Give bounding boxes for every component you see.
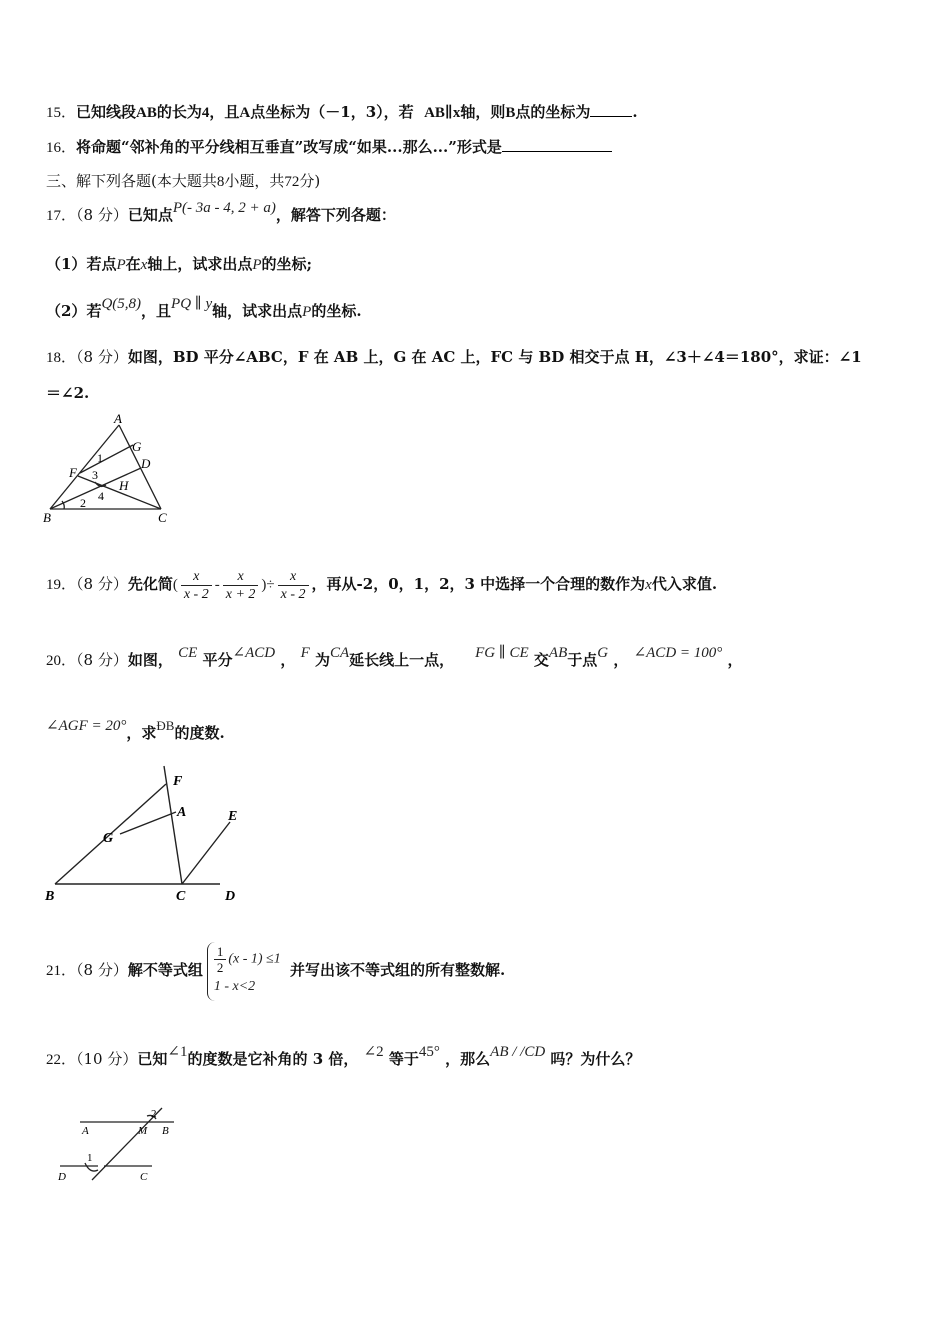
angle-2-label: 2 (80, 496, 86, 510)
fraction-1: $\frac{x}{x - 2}$ (181, 568, 212, 603)
label-b: B (45, 889, 55, 904)
angle-1-label: 1 (87, 1152, 93, 1164)
angle-1-label: 1 (97, 451, 103, 465)
question-20: 20．（8 分）如图， CE 平分∠ACD ， F 为CA延长线上一点， FG ∥ CE 交AB于点G ， ∠ACD = 100° ， (46, 645, 743, 669)
label-g: G (103, 831, 114, 846)
question-15: 15．已知线段AB的长为4，且A点坐标为（－1，3），若 AB∥x轴，则B点的坐标为 . (46, 103, 638, 121)
question-17-part-2: （2）若Q(5,8)，且PQ ∥ y轴，试求出点P的坐标. (46, 296, 362, 320)
angle-3-label: 3 (92, 468, 98, 482)
answer-blank (590, 104, 632, 117)
question-16: 16．将命题“邻补角的平分线相互垂直”改写成“如果...那么...”形式是 (46, 137, 612, 158)
figure-22 (52, 1100, 192, 1190)
label-f: F (69, 465, 77, 480)
question-22: 22．（10 分）已知∠1的度数是它补角的 3 倍， ∠2 等于45° ，那么AB / /CD 吗？为什么？ (46, 1044, 641, 1068)
label-a: A (114, 411, 122, 426)
label-c: C (140, 1171, 148, 1183)
label-m: M (138, 1125, 148, 1137)
question-17: 17．（8 分）已知点P(- 3a - 4, 2 + a)，解答下列各题： (46, 200, 396, 224)
label-f: F (173, 774, 183, 789)
inequality-system: $\frac{1}{2}$ (x - 1) ≤1 1 - x<2 (207, 942, 281, 1001)
question-18-line-2: ＝∠2. (46, 384, 90, 402)
angle-2-label: 2 (151, 1108, 157, 1120)
point-p-expression: P(- 3a - 4, 2 + a) (172, 200, 276, 216)
question-21: 21．（8 分）解不等式组 $\frac{1}{2}$ (x - 1) ≤1 1 - x<2 并写出该不等式组的所有整数解. (46, 930, 505, 1011)
question-17-part-1: （1）若点P在x轴上，试求出点P的坐标; (46, 255, 313, 273)
label-d: D (58, 1171, 66, 1183)
question-18: 18．（8 分）如图，BD 平分∠ABC，F 在 AB 上，G 在 AC 上，FC 与 BD 相交于点 H，∠3＋∠4＝180°，求证：∠1 (46, 348, 862, 366)
label-d: D (141, 456, 151, 471)
label-c: C (176, 889, 186, 904)
label-g: G (132, 439, 142, 454)
question-19: 19．（8 分）先化简( $\frac{x}{x - 2}$ - $\frac{x}{x + 2}$ )÷ $\frac{x}{x - 2}$ ，再从-2，0，1，2，3 中选择一个合理的数作为x代入求值. (46, 568, 718, 602)
fraction-3: $\frac{x}{x - 2}$ (278, 568, 309, 603)
question-20-line-2: ∠AGF = 20°，求ÐB的度数. (46, 718, 225, 742)
label-b: B (43, 510, 51, 525)
angle-4-label: 4 (98, 489, 104, 503)
label-e: E (228, 809, 238, 824)
figure-20 (40, 762, 260, 912)
answer-blank (502, 139, 612, 152)
section-3-title: 三、解下列各题(本大题共8小题，共72分) (46, 172, 321, 190)
label-a: A (82, 1125, 89, 1137)
label-c: C (158, 510, 167, 525)
label-h: H (119, 478, 129, 493)
fraction-2: $\frac{x}{x + 2}$ (223, 568, 259, 603)
label-d: D (225, 889, 236, 904)
label-b: B (162, 1125, 169, 1137)
label-a: A (177, 805, 187, 820)
figure-18-triangle (40, 410, 180, 530)
